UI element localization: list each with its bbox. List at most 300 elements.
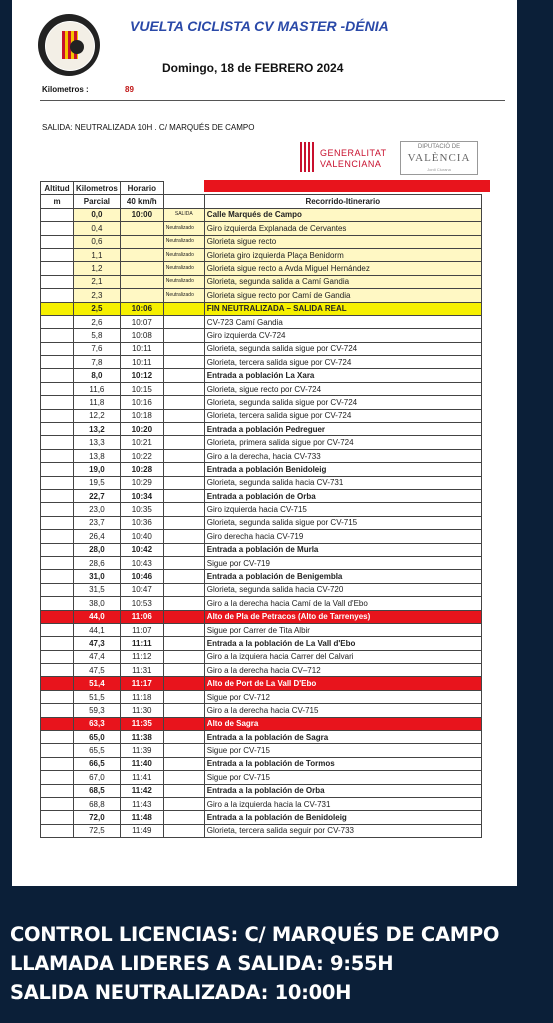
tag-cell xyxy=(163,731,204,744)
km-cell: 0,6 xyxy=(74,235,121,248)
km-cell: 1,2 xyxy=(74,262,121,275)
time-cell: 11:49 xyxy=(120,824,163,837)
itinerary-cell: Entrada a la población de Orba xyxy=(204,784,481,797)
altitude-cell xyxy=(41,597,74,610)
km-cell: 13,2 xyxy=(74,423,121,436)
altitude-cell xyxy=(41,289,74,302)
tag-cell xyxy=(163,717,204,730)
tag-cell xyxy=(163,369,204,382)
header-cell: Kilometros xyxy=(74,182,121,195)
table-row xyxy=(41,275,482,288)
table-row xyxy=(41,449,482,462)
tag-cell xyxy=(163,623,204,636)
tag-cell xyxy=(163,329,204,342)
table-row xyxy=(41,248,482,261)
generalitat-text-1: GENERALITAT xyxy=(320,148,387,158)
race-date: Domingo, 18 de FEBRERO 2024 xyxy=(162,61,344,75)
time-cell: 10:22 xyxy=(120,449,163,462)
table-header-row-2 xyxy=(41,195,482,208)
table-row xyxy=(41,623,482,636)
km-cell: 13,3 xyxy=(74,436,121,449)
altitude-cell xyxy=(41,302,74,315)
itinerary-cell: FIN NEUTRALIZADA – SALIDA REAL xyxy=(204,302,481,315)
table-row xyxy=(41,824,482,837)
tag-cell xyxy=(163,637,204,650)
time-cell: 10:08 xyxy=(120,329,163,342)
itinerary-cell: Glorieta, segunda salida hacia CV-731 xyxy=(204,476,481,489)
itinerary-cell: Giro izquierda CV-724 xyxy=(204,329,481,342)
table-row xyxy=(41,235,482,248)
km-cell: 7,8 xyxy=(74,356,121,369)
time-cell: 10:21 xyxy=(120,436,163,449)
km-cell: 7,6 xyxy=(74,342,121,355)
tag-cell xyxy=(163,382,204,395)
km-cell: 23,7 xyxy=(74,516,121,529)
itinerary-cell: Calle Marqués de Campo xyxy=(204,208,481,221)
generalitat-text-2: VALENCIANA xyxy=(320,159,382,169)
altitude-cell xyxy=(41,342,74,355)
km-cell: 66,5 xyxy=(74,757,121,770)
km-cell: 19,0 xyxy=(74,463,121,476)
diputacio-text-2: VALÈNCIA xyxy=(407,152,471,164)
footer-line-2: LLAMADA LIDERES A SALIDA: 9:55H xyxy=(10,952,394,975)
header-cell: Horario xyxy=(120,182,163,195)
km-cell: 51,5 xyxy=(74,690,121,703)
salida-note: SALIDA: NEUTRALIZADA 10H . C/ MARQUÉS DE CAMPO xyxy=(42,123,255,132)
itinerary-cell: Glorieta sigue recto por Camí de Gandia xyxy=(204,289,481,302)
altitude-cell xyxy=(41,771,74,784)
itinerary-cell: Glorieta, tercera salida sigue por CV-724 xyxy=(204,409,481,422)
table-row xyxy=(41,677,482,690)
time-cell: 11:41 xyxy=(120,771,163,784)
header-cell xyxy=(163,182,204,195)
altitude-cell xyxy=(41,744,74,757)
itinerary-cell: CV-723 Camí Gandia xyxy=(204,315,481,328)
altitude-cell xyxy=(41,382,74,395)
table-row xyxy=(41,664,482,677)
time-cell: 11:06 xyxy=(120,610,163,623)
table-row xyxy=(41,262,482,275)
time-cell: 10:46 xyxy=(120,570,163,583)
time-cell xyxy=(120,222,163,235)
itinerary-cell: Glorieta, tercera salida seguir por CV-733 xyxy=(204,824,481,837)
itinerary-cell: Entrada a población La Xara xyxy=(204,369,481,382)
tag-cell xyxy=(163,315,204,328)
tag-cell xyxy=(163,583,204,596)
altitude-cell xyxy=(41,476,74,489)
table-row xyxy=(41,463,482,476)
altitude-cell xyxy=(41,811,74,824)
table-row xyxy=(41,516,482,529)
km-cell: 11,8 xyxy=(74,396,121,409)
altitude-cell xyxy=(41,570,74,583)
tag-cell xyxy=(163,503,204,516)
time-cell: 10:36 xyxy=(120,516,163,529)
itinerary-cell: Sigue por CV-715 xyxy=(204,744,481,757)
km-cell: 59,3 xyxy=(74,704,121,717)
table-row xyxy=(41,396,482,409)
itinerary-cell: Entrada a población de Benigembla xyxy=(204,570,481,583)
altitude-cell xyxy=(41,757,74,770)
header-cell xyxy=(204,182,481,195)
table-header-row-1 xyxy=(41,182,482,195)
table-row xyxy=(41,784,482,797)
table-row xyxy=(41,717,482,730)
time-cell: 10:53 xyxy=(120,597,163,610)
itinerary-cell: Glorieta, tercera salida sigue por CV-724 xyxy=(204,356,481,369)
page-title: VUELTA CICLISTA CV MASTER -DÉNIA xyxy=(130,18,389,34)
tag-cell xyxy=(163,650,204,663)
table-row xyxy=(41,757,482,770)
tag-cell xyxy=(163,356,204,369)
km-cell: 0,0 xyxy=(74,208,121,221)
tag-cell xyxy=(163,436,204,449)
km-cell: 68,5 xyxy=(74,784,121,797)
table-row xyxy=(41,543,482,556)
km-cell: 38,0 xyxy=(74,597,121,610)
itinerary-cell: Alto de Port de La Vall D'Ebo xyxy=(204,677,481,690)
time-cell: 10:42 xyxy=(120,543,163,556)
table-row xyxy=(41,637,482,650)
km-cell: 5,8 xyxy=(74,329,121,342)
km-cell: 47,4 xyxy=(74,650,121,663)
altitude-cell xyxy=(41,409,74,422)
header-cell: Recorrido-Itinerario xyxy=(204,195,481,208)
km-cell: 2,3 xyxy=(74,289,121,302)
time-cell: 10:07 xyxy=(120,315,163,328)
tag-cell xyxy=(163,570,204,583)
km-cell: 31,0 xyxy=(74,570,121,583)
altitude-cell xyxy=(41,423,74,436)
time-cell: 11:39 xyxy=(120,744,163,757)
itinerary-cell: Entrada a la población de La Vall d'Ebo xyxy=(204,637,481,650)
time-cell: 10:20 xyxy=(120,423,163,436)
itinerary-cell: Entrada a población de Murla xyxy=(204,543,481,556)
time-cell xyxy=(120,248,163,261)
altitude-cell xyxy=(41,503,74,516)
itinerary-cell: Glorieta, segunda salida sigue por CV-724 xyxy=(204,396,481,409)
km-cell: 2,5 xyxy=(74,302,121,315)
diputacio-text-1: DIPUTACIÓ DE xyxy=(417,144,461,150)
header-cell: Parcial xyxy=(74,195,121,208)
table-row xyxy=(41,610,482,623)
itinerary-cell: Entrada a la población de Sagra xyxy=(204,731,481,744)
altitude-cell xyxy=(41,208,74,221)
table-row xyxy=(41,423,482,436)
itinerary-cell: Giro izquierda hacia CV-715 xyxy=(204,503,481,516)
tag-cell xyxy=(163,664,204,677)
km-cell: 23,0 xyxy=(74,503,121,516)
altitude-cell xyxy=(41,664,74,677)
header-cell: 40 km/h xyxy=(120,195,163,208)
footer-notes xyxy=(10,920,499,1007)
altitude-cell xyxy=(41,610,74,623)
diputacio-text-3: Jordi Ciurana xyxy=(427,167,451,172)
time-cell: 10:15 xyxy=(120,382,163,395)
altitude-cell xyxy=(41,329,74,342)
itinerary-cell: Giro a la derecha hacia CV–712 xyxy=(204,664,481,677)
itinerary-cell: Giro a la izquiera hacia Carrer del Calvari xyxy=(204,650,481,663)
km-cell: 68,8 xyxy=(74,797,121,810)
altitude-cell xyxy=(41,463,74,476)
altitude-cell xyxy=(41,248,74,261)
km-cell: 11,6 xyxy=(74,382,121,395)
time-cell: 10:43 xyxy=(120,556,163,569)
km-cell: 72,0 xyxy=(74,811,121,824)
time-cell: 11:12 xyxy=(120,650,163,663)
tag-cell xyxy=(163,556,204,569)
itinerary-cell: Giro a la derecha hacia Camí de la Vall d'Ebo xyxy=(204,597,481,610)
table-row xyxy=(41,744,482,757)
altitude-cell xyxy=(41,369,74,382)
table-row xyxy=(41,597,482,610)
table-row xyxy=(41,731,482,744)
altitude-cell xyxy=(41,543,74,556)
divider xyxy=(40,100,505,101)
tag-cell xyxy=(163,342,204,355)
time-cell: 10:40 xyxy=(120,530,163,543)
route-table xyxy=(40,181,482,838)
time-cell: 11:35 xyxy=(120,717,163,730)
tag-cell xyxy=(163,597,204,610)
footer-line-3: SALIDA NEUTRALIZADA: 10:00H xyxy=(10,981,352,1004)
time-cell: 10:29 xyxy=(120,476,163,489)
table-row xyxy=(41,436,482,449)
itinerary-cell: Glorieta, segunda salida hacia CV-720 xyxy=(204,583,481,596)
table-row xyxy=(41,503,482,516)
altitude-cell xyxy=(41,677,74,690)
time-cell: 10:11 xyxy=(120,342,163,355)
tag-cell: Neutralizado xyxy=(163,262,204,275)
itinerary-cell: Giro a la derecha, hacia CV-733 xyxy=(204,449,481,462)
tag-cell xyxy=(163,704,204,717)
table-row xyxy=(41,530,482,543)
km-cell: 47,5 xyxy=(74,664,121,677)
tag-cell xyxy=(163,797,204,810)
itinerary-cell: Glorieta, segunda salida a Camí Gandia xyxy=(204,275,481,288)
table-row xyxy=(41,704,482,717)
time-cell: 10:34 xyxy=(120,489,163,502)
table-row xyxy=(41,476,482,489)
header-cell: Altitud xyxy=(41,182,74,195)
km-cell: 47,3 xyxy=(74,637,121,650)
itinerary-cell: Entrada a la población de Tormos xyxy=(204,757,481,770)
time-cell: 10:12 xyxy=(120,369,163,382)
table-row xyxy=(41,489,482,502)
itinerary-cell: Alto de Sagra xyxy=(204,717,481,730)
time-cell: 10:16 xyxy=(120,396,163,409)
altitude-cell xyxy=(41,784,74,797)
tag-cell xyxy=(163,744,204,757)
time-cell: 11:07 xyxy=(120,623,163,636)
altitude-cell xyxy=(41,275,74,288)
time-cell: 10:47 xyxy=(120,583,163,596)
altitude-cell xyxy=(41,717,74,730)
table-row xyxy=(41,369,482,382)
altitude-cell xyxy=(41,235,74,248)
tag-cell xyxy=(163,302,204,315)
table-row xyxy=(41,556,482,569)
tag-cell xyxy=(163,771,204,784)
time-cell: 11:38 xyxy=(120,731,163,744)
altitude-cell xyxy=(41,222,74,235)
table-row xyxy=(41,771,482,784)
tag-cell xyxy=(163,784,204,797)
itinerary-cell: Giro a la derecha hacia CV-715 xyxy=(204,704,481,717)
tag-cell xyxy=(163,757,204,770)
time-cell: 10:11 xyxy=(120,356,163,369)
altitude-cell xyxy=(41,396,74,409)
tag-cell xyxy=(163,396,204,409)
itinerary-cell: Glorieta sigue recto a Avda Miguel Hernández xyxy=(204,262,481,275)
km-cell: 31,5 xyxy=(74,583,121,596)
km-cell: 28,6 xyxy=(74,556,121,569)
itinerary-cell: Sigue por CV-712 xyxy=(204,690,481,703)
time-cell: 11:43 xyxy=(120,797,163,810)
time-cell: 11:42 xyxy=(120,784,163,797)
itinerary-cell: Entrada a población Benidoleig xyxy=(204,463,481,476)
time-cell: 11:17 xyxy=(120,677,163,690)
altitude-cell xyxy=(41,623,74,636)
time-cell: 10:06 xyxy=(120,302,163,315)
time-cell: 11:40 xyxy=(120,757,163,770)
table-row xyxy=(41,811,482,824)
time-cell xyxy=(120,289,163,302)
table-row xyxy=(41,690,482,703)
tag-cell: Neutralizado xyxy=(163,289,204,302)
tag-cell xyxy=(163,824,204,837)
time-cell: 11:30 xyxy=(120,704,163,717)
table-row xyxy=(41,342,482,355)
altitude-cell xyxy=(41,704,74,717)
table-row xyxy=(41,329,482,342)
table-row xyxy=(41,289,482,302)
header-cell xyxy=(163,195,204,208)
altitude-cell xyxy=(41,824,74,837)
altitude-cell xyxy=(41,436,74,449)
altitude-cell xyxy=(41,556,74,569)
km-cell: 63,3 xyxy=(74,717,121,730)
table-row xyxy=(41,409,482,422)
km-cell: 19,5 xyxy=(74,476,121,489)
header-cell: m xyxy=(41,195,74,208)
km-cell: 2,6 xyxy=(74,315,121,328)
tag-cell xyxy=(163,516,204,529)
altitude-cell xyxy=(41,262,74,275)
time-cell xyxy=(120,262,163,275)
tag-cell xyxy=(163,610,204,623)
altitude-cell xyxy=(41,690,74,703)
tag-cell: Neutralizado xyxy=(163,222,204,235)
table-row xyxy=(41,208,482,221)
km-cell: 67,0 xyxy=(74,771,121,784)
time-cell xyxy=(120,235,163,248)
table-row xyxy=(41,650,482,663)
table-row xyxy=(41,356,482,369)
tag-cell xyxy=(163,489,204,502)
itinerary-cell: Sigue por Carrer de Tita Albir xyxy=(204,623,481,636)
altitude-cell xyxy=(41,489,74,502)
tag-cell: Neutralizado xyxy=(163,235,204,248)
itinerary-cell: Glorieta sigue recto xyxy=(204,235,481,248)
time-cell: 11:18 xyxy=(120,690,163,703)
tag-cell xyxy=(163,677,204,690)
km-cell: 2,1 xyxy=(74,275,121,288)
altitude-cell xyxy=(41,637,74,650)
table-row xyxy=(41,302,482,315)
km-cell: 0,4 xyxy=(74,222,121,235)
itinerary-cell: Entrada a la población de Benidoleig xyxy=(204,811,481,824)
km-value: 89 xyxy=(125,85,134,94)
diputacio-logo xyxy=(400,141,478,175)
altitude-cell xyxy=(41,731,74,744)
km-cell: 1,1 xyxy=(74,248,121,261)
km-cell: 44,0 xyxy=(74,610,121,623)
km-cell: 22,7 xyxy=(74,489,121,502)
time-cell: 10:28 xyxy=(120,463,163,476)
itinerary-cell: Giro derecha hacia CV-719 xyxy=(204,530,481,543)
km-cell: 12,2 xyxy=(74,409,121,422)
itinerary-cell: Glorieta, segunda salida sigue por CV-715 xyxy=(204,516,481,529)
itinerary-cell: Entrada a población de Orba xyxy=(204,489,481,502)
tag-cell xyxy=(163,449,204,462)
generalitat-logo xyxy=(300,142,394,174)
altitude-cell xyxy=(41,583,74,596)
km-cell: 65,5 xyxy=(74,744,121,757)
time-cell: 10:18 xyxy=(120,409,163,422)
generalitat-emblem-icon xyxy=(300,142,316,172)
tag-cell: Neutralizado xyxy=(163,248,204,261)
time-cell: 11:31 xyxy=(120,664,163,677)
tag-cell xyxy=(163,409,204,422)
table-row xyxy=(41,382,482,395)
km-cell: 72,5 xyxy=(74,824,121,837)
tag-cell: Neutralizado xyxy=(163,275,204,288)
km-cell: 13,8 xyxy=(74,449,121,462)
itinerary-cell: Giro a la izquierda hacia la CV-731 xyxy=(204,797,481,810)
tag-cell xyxy=(163,423,204,436)
itinerary-cell: Sigue por CV-719 xyxy=(204,556,481,569)
table-row xyxy=(41,797,482,810)
club-logo-icon xyxy=(38,14,100,76)
altitude-cell xyxy=(41,315,74,328)
itinerary-cell: Sigue por CV-715 xyxy=(204,771,481,784)
altitude-cell xyxy=(41,449,74,462)
time-cell: 10:35 xyxy=(120,503,163,516)
tag-cell xyxy=(163,690,204,703)
km-cell: 28,0 xyxy=(74,543,121,556)
table-row xyxy=(41,222,482,235)
itinerary-cell: Glorieta giro izquierda Plaça Benidorm xyxy=(204,248,481,261)
time-cell: 11:11 xyxy=(120,637,163,650)
km-label: Kilometros : xyxy=(42,85,89,94)
altitude-cell xyxy=(41,797,74,810)
km-cell: 65,0 xyxy=(74,731,121,744)
time-cell: 11:48 xyxy=(120,811,163,824)
km-cell: 8,0 xyxy=(74,369,121,382)
itinerary-cell: Glorieta, segunda salida sigue por CV-724 xyxy=(204,342,481,355)
itinerary-cell: Alto de Pla de Petracos (Alto de Tarrenyes) xyxy=(204,610,481,623)
table-row xyxy=(41,583,482,596)
itinerary-cell: Glorieta, sigue recto por CV-724 xyxy=(204,382,481,395)
itinerary-cell: Entrada a población Pedreguer xyxy=(204,423,481,436)
itinerary-cell: Glorieta, primera salida sigue por CV-724 xyxy=(204,436,481,449)
altitude-cell xyxy=(41,356,74,369)
tag-cell xyxy=(163,811,204,824)
itinerary-cell: Giro izquierda Explanada de Cervantes xyxy=(204,222,481,235)
tag-cell xyxy=(163,463,204,476)
altitude-cell xyxy=(41,516,74,529)
